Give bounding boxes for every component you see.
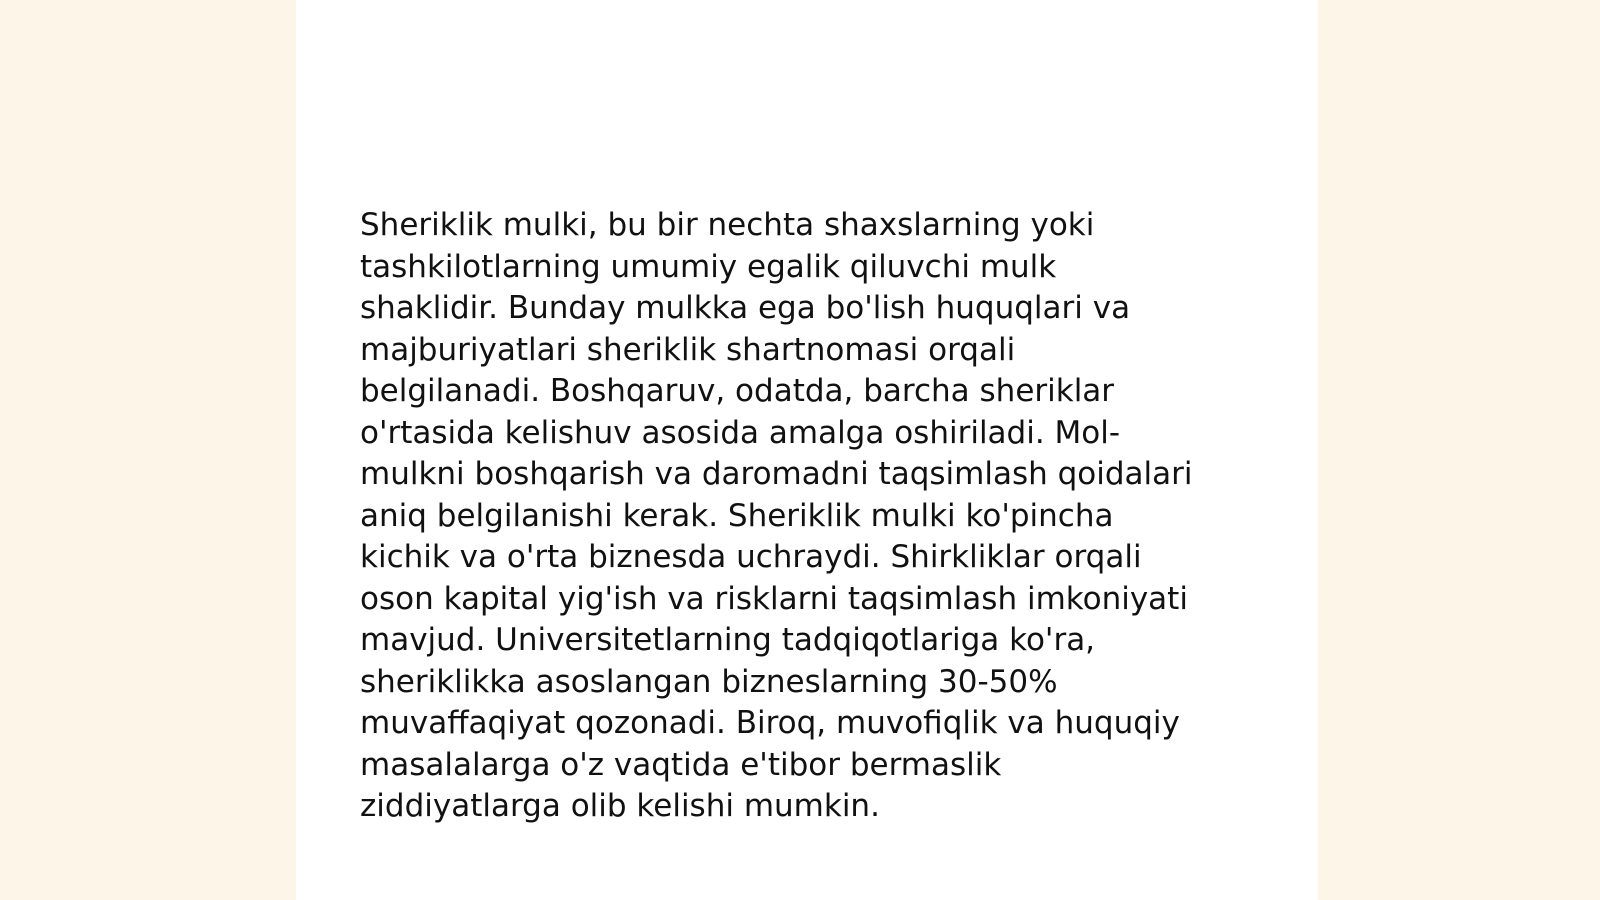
text-line: aniq belgilanishi kerak. Sheriklik mulki ko'pincha bbox=[360, 497, 1114, 534]
text-line: muvaffaqiyat qozonadi. Biroq, muvofiqlik va huquqiy bbox=[360, 705, 1180, 741]
text-line: belgilanadi. Boshqaruv, odatda, barcha sheriklar bbox=[360, 373, 1115, 409]
text-line: oson kapital yig'ish va risklarni taqsimlash imkoniyati bbox=[360, 580, 1188, 617]
text-line: kichik va o'rta biznesda uchraydi. Shirkliklar orqali bbox=[360, 539, 1142, 575]
text-line: majburiyatlari sheriklik shartnomasi orqali bbox=[360, 331, 1016, 368]
text-line: shaklidir. Bunday mulkka ega bo'lish huquqlari va bbox=[360, 290, 1131, 326]
text-line: ziddiyatlarga olib kelishi mumkin. bbox=[360, 788, 880, 824]
text-line: mavjud. Universitetlarning tadqiqotlariga ko'ra, bbox=[360, 622, 1096, 658]
document-page bbox=[296, 0, 1318, 900]
text-line: sheriklikka asoslangan bizneslarning 30-50% bbox=[360, 663, 1058, 700]
text-line: Sheriklik mulki, bu bir nechta shaxslarning yoki bbox=[360, 207, 1095, 243]
text-line: masalalarga o'z vaqtida e'tibor bermaslik bbox=[360, 746, 1002, 783]
text-line: tashkilotlarning umumiy egalik qiluvchi mulk bbox=[360, 248, 1057, 285]
text-line: o'rtasida kelishuv asosida amalga oshiriladi. Mol- bbox=[360, 414, 1121, 451]
body-paragraph bbox=[360, 205, 1260, 828]
text-line: mulkni boshqarish va daromadni taqsimlash qoidalari bbox=[360, 456, 1193, 492]
